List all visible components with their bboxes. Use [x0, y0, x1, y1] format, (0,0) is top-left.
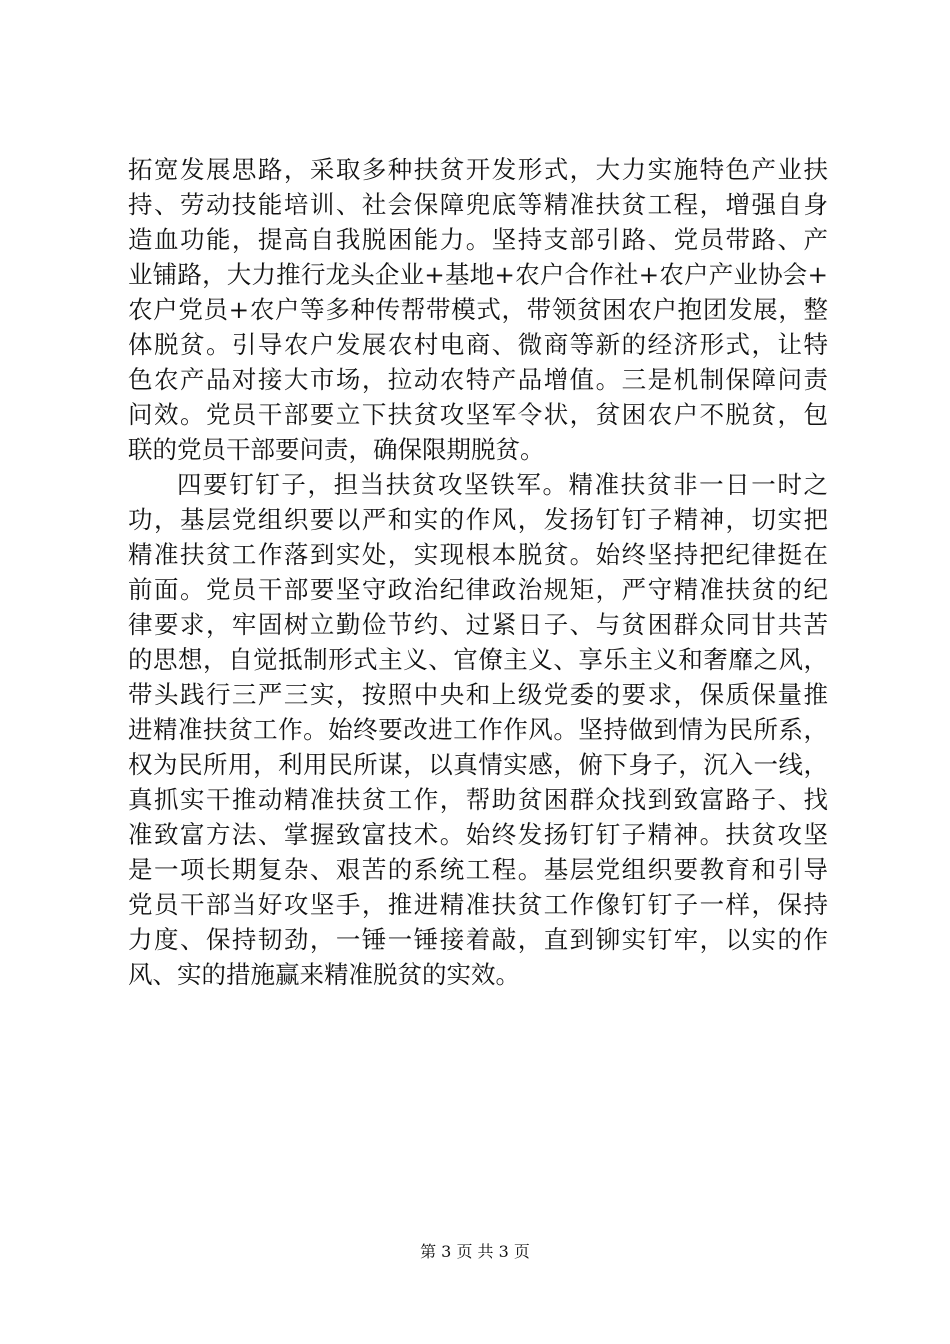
text-line: 党员干部当好攻坚手，推进精准扶贫工作像钉钉子一样，保持 — [128, 890, 828, 919]
paragraph-2 — [128, 467, 828, 992]
text-line: 精准扶贫工作落到实处，实现根本脱贫。始终坚持把纪律挺在 — [128, 540, 828, 569]
document-body — [128, 152, 828, 992]
text-line: 持、劳动技能培训、社会保障兜底等精准扶贫工程，增强自身 — [128, 190, 828, 219]
text-line: 前面。党员干部要坚守政治纪律政治规矩，严守精准扶贫的纪 — [128, 575, 828, 604]
text-line: 力度、保持韧劲，一锤一锤接着敲，直到铆实钉牢，以实的作 — [128, 925, 828, 954]
text-line: 带头践行三严三实，按照中央和上级党委的要求，保质保量推 — [128, 680, 828, 709]
text-line: 是一项长期复杂、艰苦的系统工程。基层党组织要教育和引导 — [128, 855, 828, 884]
text-line: 权为民所用，利用民所谋，以真情实感，俯下身子，沉入一线， — [128, 750, 828, 779]
text-line: 问效。党员干部要立下扶贫攻坚军令状，贫困农户不脱贫，包 — [128, 400, 828, 429]
text-line: 的思想，自觉抵制形式主义、官僚主义、享乐主义和奢靡之风， — [128, 645, 828, 674]
text-line: 功，基层党组织要以严和实的作风，发扬钉钉子精神，切实把 — [128, 505, 828, 534]
text-line: 色农产品对接大市场，拉动农特产品增值。三是机制保障问责 — [128, 365, 828, 394]
text-line: 农户党员+农户等多种传帮带模式，带领贫困农户抱团发展，整 — [128, 295, 828, 324]
text-line: 准致富方法、掌握致富技术。始终发扬钉钉子精神。扶贫攻坚 — [128, 820, 828, 849]
text-line: 律要求，牢固树立勤俭节约、过紧日子、与贫困群众同甘共苦 — [128, 610, 828, 639]
text-line: 进精准扶贫工作。始终要改进工作作风。坚持做到情为民所系， — [128, 715, 828, 744]
text-line: 四要钉钉子，担当扶贫攻坚铁军。精准扶贫非一日一时之 — [177, 470, 828, 499]
text-line: 真抓实干推动精准扶贫工作，帮助贫困群众找到致富路子、找 — [128, 785, 828, 814]
text-line: 联的党员干部要问责，确保限期脱贫。 — [128, 435, 545, 464]
text-line: 体脱贫。引导农户发展农村电商、微商等新的经济形式，让特 — [128, 330, 828, 359]
text-line: 业铺路，大力推行龙头企业+基地+农户合作社+农户产业协会+ — [128, 260, 828, 289]
page-number-footer: 第 3 页 共 3 页 — [420, 1242, 530, 1261]
text-line: 拓宽发展思路，采取多种扶贫开发形式，大力实施特色产业扶 — [128, 155, 828, 184]
text-line: 造血功能，提高自我脱困能力。坚持支部引路、党员带路、产 — [128, 225, 828, 254]
text-line: 风、实的措施赢来精准脱贫的实效。 — [128, 960, 520, 989]
paragraph-1 — [128, 152, 828, 467]
